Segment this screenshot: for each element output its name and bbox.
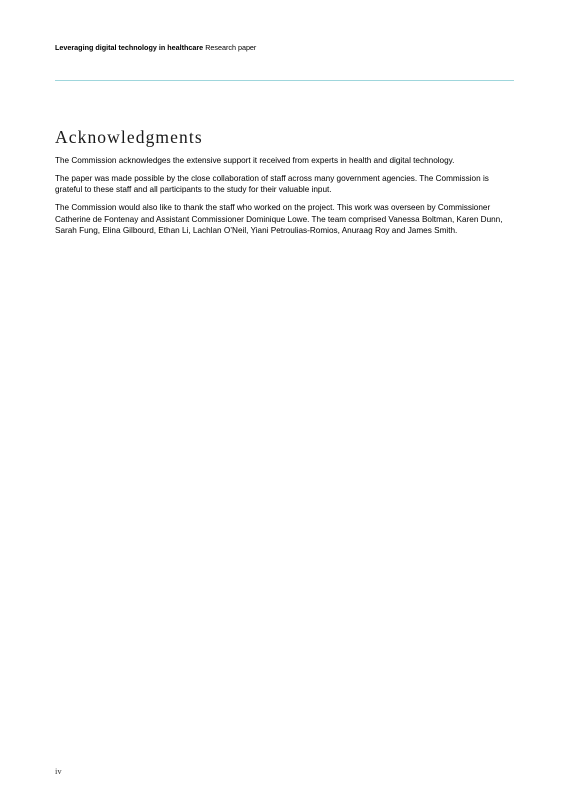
paragraph-support: The Commission acknowledges the extensive support it received from experts in health and digital technology. <box>55 156 455 165</box>
report-title: Leveraging digital technology in healthcare <box>55 43 204 52</box>
page-number: iv <box>55 766 62 776</box>
report-type: Research paper <box>205 43 257 52</box>
paragraph-collaboration: The paper was made possible by the close collaboration of staff across many government agencies. The Commission is grateful to these staff and all participants to the study for their valuable input. <box>55 173 489 195</box>
paragraph-team: The Commission would also like to thank the staff who worked on the project. This work was overseen by Commissioner Catherine de Fontenay and Assistant Commissioner Dominique Lowe. The team comprised Vanessa Boltman, Karen Dunn, Sarah Fung, Elina Gilbourd, Ethan Li, Lachlan O’Neil, Yiani Petroulias-Romios, Anuraag Roy and James Smith. <box>55 203 503 236</box>
header-divider <box>55 80 514 81</box>
acknowledgments-body <box>55 155 515 243</box>
running-header <box>55 43 256 52</box>
section-heading: Acknowledgments <box>55 127 203 147</box>
